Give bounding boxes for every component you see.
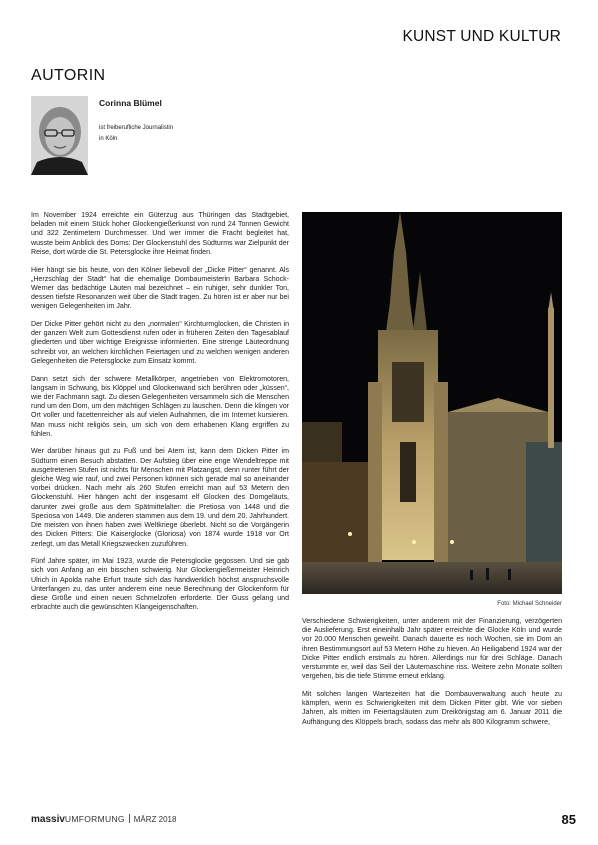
- author-bio-line: in Köln: [99, 136, 118, 142]
- author-name: Corinna Blümel: [99, 98, 162, 108]
- article-column-right: [302, 617, 562, 735]
- author-bio: [99, 123, 219, 145]
- article-paragraph: Der Dicke Pitter gehört nicht zu den „normalen“ Kirchturmglocken, die Christen in der ganzen Welt zum Gottesdienst rufen oder in früheren Zeiten den Tagesablauf gliederten und über wichtige Ereignisse informierten. Eine strenge Läuteordnung schreibt vor, an welchen kirchlichen Feiertagen und zu welchen wenigen anderen Gelegenheiten die Petersglocke zum Einsatz kommt.: [31, 321, 289, 365]
- article-paragraph: Dann setzt sich der schwere Metallkörper, angetrieben von Elektromotoren, langsam in Schwung, bis Klöppel und Glockenwand sich berühren oder „küssen“, wie der Fachmann sagt. Zu diesen Gelegenheiten versammeln sich die Menschen rund um den Dom, um den mächtigen Schlägen zu lauschen. Denn die klingen vor Ort voller und facettenreicher als auf vielen Aufnahmen, die im Internet kursieren. Man muss nicht religiös sein, um sich von dem erhabenen Klang ergriffen zu fühlen.: [31, 375, 289, 438]
- author-portrait: [31, 96, 88, 175]
- section-title: KUNST UND KULTUR: [402, 28, 561, 45]
- photo-credit: Foto: Michael Schneider: [497, 601, 562, 607]
- magazine-logo: massiv: [31, 814, 65, 825]
- author-bio-line: ist freiberufliche Journalistin: [99, 125, 174, 131]
- author-heading: AUTORIN: [31, 67, 106, 84]
- article-paragraph: Im November 1924 erreichte ein Güterzug aus Thüringen das Stadtgebiet, beladen mit einem Stück hoher Glockengießerkunst von rund 24 Tonnen Gewicht und 322 Zentimetern Durchmesser. Und wer immer die Fracht begleitet hat, wusste beim Anblick des Doms: Der Glockenstuhl des Südturms war Zielpunkt der Reise, dort würde die St. Petersglocke ihre Heimat finden.: [31, 212, 289, 256]
- footer-divider: [129, 814, 130, 823]
- cathedral-night-photo: [302, 212, 562, 594]
- article-paragraph: Hier hängt sie bis heute, von den Kölner liebevoll der „Dicke Pitter“ genannt. Als „Herzschlag der Stadt“ hat die ehemalige Dombaumeisterin Barbara Schock-Werner das bedächtige Läuten mal bezeichnet – ein ruhiger, sehr dunkler Ton, dessen tiefste Resonanzen weit über die Stadt tragen. Zu hören ist er aber nur bei wenigen Gelegenheiten im Jahr.: [31, 266, 289, 311]
- issue-date: MÄRZ 2018: [133, 815, 177, 824]
- article-paragraph: Fünf Jahre später, im Mai 1923, wurde die Petersglocke gegossen. Und sie gab sich von Anfang an ein bisschen schwierig. Nur Glockengießermeister Heinrich Ulrich in Apolda nahe Erfurt traute sich das handwerklich höchst anspruchsvolle Unterfangen zu, das unter anderem eine neue Berechnung der Glockenform für diese Größe und einen neuen Schmelzofen erforderte. Der Guss gelang und erbrachte auch die gewünschten Klangeigenschaften.: [31, 558, 289, 612]
- article-paragraph: Verschiedene Schwierigkeiten, unter anderem mit der Finanzierung, verzögerten die Auslieferung. Erst eineinhalb Jahr später erreichte die Glocke Köln und wurde vor 20.000 Menschen geweiht. Danach dauerte es noch Wochen, sie im Dom an ihren Bestimmungsort auf 53 Metern Höhe zu hieven. An Heiligabend 1924 war der Dicke Pitter endlich erstmals zu hören. Allerdings nur für drei Schläge. Danach verstummte er, weil das Seil der Läutemaschine riss. Weitere zehn Monate sollten vergehen, bis die tiefe Stimme erneut erklang.: [302, 618, 562, 681]
- magazine-logo-suffix: UMFORMUNG: [64, 814, 125, 824]
- page-footer: [31, 814, 576, 828]
- article-paragraph: Mit solchen langen Wartezeiten hat die Dombauverwaltung auch heute zu kämpfen, wenn es Schwierigkeiten mit dem Dicken Pitter gibt. Wie vor sieben Jahren, als mitten im Feiertagsläuten zum Dreikönigstag am 6. Januar 2011 die Aufhängung des Klöppels brach, sodass das mehr als 800 Kilogramm schwere,: [302, 690, 562, 726]
- article-column-left: [31, 211, 289, 621]
- page-number: 85: [561, 812, 576, 827]
- article-paragraph: Wer darüber hinaus gut zu Fuß und bei Atem ist, kann dem Dicken Pitter im Südturm einen Besuch abstatten. Der Aufstieg über eine enge Wendeltreppe mit ausgetretenen Stufen ist nichts für Menschen mit Platzangst, denn runter führt der gleiche Weg wie rauf, und zwei Personen können sich gerade mal so aneinander vorbei drücken. Nach mehr als 260 Stufen erreicht man auf 53 Metern den Glockenstuhl. Hier hängen acht der insgesamt elf Glocken des Domgeläuts, darunter zwei große aus dem Spätmittelalter: die Pretiosa von 1448 und die Speciosa von 1449. Die anderen stammen aus dem 19. und dem 20. Jahrhundert. Die meisten von ihnen haben zwei Weltkriege überlebt. Nicht so die Vorgängerin des Dicken Pitters: Die Kaiserglocke (Gloriosa) von 1874 wurde 1918 vor Ort zerlegt, um das Metall Kriegszwecken zuzuführen.: [31, 448, 289, 548]
